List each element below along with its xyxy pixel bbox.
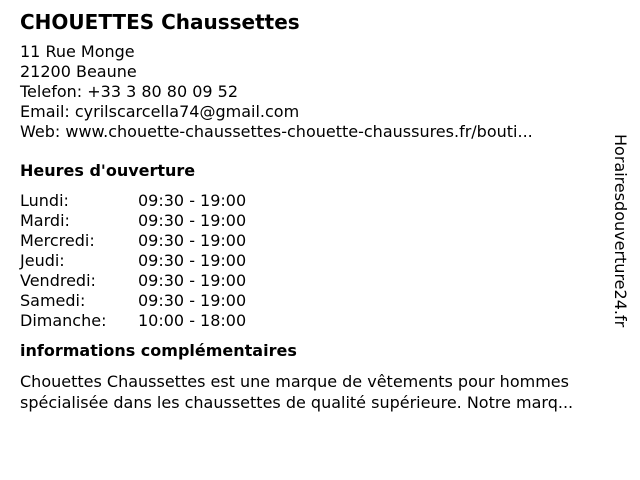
hours-row-samedi (20, 291, 620, 311)
business-card (20, 10, 620, 413)
hours-time: 09:30 - 19:00 (138, 251, 247, 270)
opening-hours-list (20, 191, 620, 331)
hours-time: 09:30 - 19:00 (138, 271, 247, 290)
hours-row-lundi (20, 191, 620, 211)
email-address: Email: cyrilscarcella74@gmail.com (20, 102, 300, 121)
website-link: Web: www.chouette-chaussettes-chouette-chaussures.fr/bouti... (20, 122, 533, 141)
hours-day: Lundi: (20, 191, 69, 210)
hours-time: 09:30 - 19:00 (138, 231, 247, 250)
business-name: CHOUETTES Chaussettes (20, 10, 300, 34)
address-city: 21200 Beaune (20, 62, 137, 81)
hours-heading: Heures d'ouverture (20, 161, 196, 180)
hours-row-mardi (20, 211, 620, 231)
hours-row-vendredi (20, 271, 620, 291)
hours-day: Mercredi: (20, 231, 95, 250)
hours-day: Mardi: (20, 211, 70, 230)
more-info-line: spécialisée dans les chaussettes de qualité supérieure. Notre marq... (20, 393, 574, 412)
more-info-line: Chouettes Chaussettes est une marque de vêtements pour hommes (20, 372, 569, 391)
hours-time: 09:30 - 19:00 (138, 191, 247, 210)
hours-row-mercredi (20, 231, 620, 251)
phone-number: Telefon: +33 3 80 80 09 52 (20, 82, 239, 101)
address-street: 11 Rue Monge (20, 42, 135, 61)
hours-day: Vendredi: (20, 271, 96, 290)
hours-time: 09:30 - 19:00 (138, 211, 247, 230)
hours-day: Jeudi: (20, 251, 65, 270)
more-info-text (20, 371, 620, 413)
hours-day: Samedi: (20, 291, 86, 310)
hours-time: 09:30 - 19:00 (138, 291, 247, 310)
hours-row-dimanche (20, 311, 620, 331)
hours-row-jeudi (20, 251, 620, 271)
business-address (20, 42, 620, 142)
site-watermark: Horairesdouverture24.fr (611, 134, 630, 328)
more-info-heading: informations complémentaires (20, 341, 297, 360)
hours-time: 10:00 - 18:00 (138, 311, 247, 330)
hours-day: Dimanche: (20, 311, 107, 330)
